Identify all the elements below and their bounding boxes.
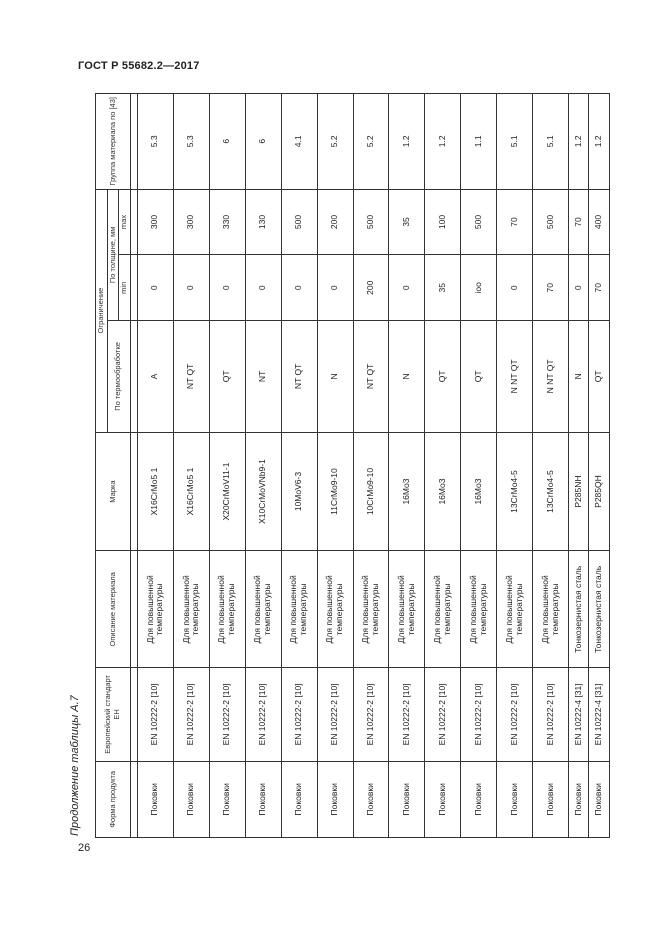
cell-heat-treatment: QT [425, 321, 461, 432]
cell-max: 500 [533, 189, 569, 255]
cell-group: 1.2 [389, 94, 425, 190]
cell-description: Для повышенной температуры [533, 551, 569, 668]
cell-group: 5.2 [317, 94, 353, 190]
table-row [425, 94, 461, 838]
table-row [173, 94, 209, 838]
cell-form: Поковки [461, 761, 497, 837]
cell-group: 6 [245, 94, 281, 190]
cell-grade: 16Mo3 [389, 432, 425, 551]
page-number: 26 [78, 842, 91, 854]
cell-heat-treatment: NT QT [281, 321, 317, 432]
cell-standard: EN 10222-2 [10] [209, 668, 245, 761]
cell-standard: EN 10222-2 [10] [389, 668, 425, 761]
cell-form: Поковки [137, 761, 173, 837]
cell-max: 300 [173, 189, 209, 255]
cell-min: ioo [461, 255, 497, 321]
table-row [353, 94, 389, 838]
cell-description: Тонкозернистая сталь [589, 551, 610, 668]
cell-min: 70 [589, 255, 610, 321]
document-title: ГОСТ Р 55682.2—2017 [78, 60, 200, 72]
cell-heat-treatment: N [569, 321, 589, 432]
cell-heat-treatment: NT [245, 321, 281, 432]
cell-min: 0 [281, 255, 317, 321]
cell-grade: X10CrMoVNb9-1 [245, 432, 281, 551]
cell-standard: EN 10222-2 [10] [137, 668, 173, 761]
cell-description: Для повышенной температуры [353, 551, 389, 668]
cell-grade: 11CrMo9-10 [317, 432, 353, 551]
cell-min: 0 [137, 255, 173, 321]
rotated-table-container [95, 93, 610, 838]
cell-group: 5.1 [497, 94, 533, 190]
cell-description: Для повышенной температуры [173, 551, 209, 668]
cell-heat-treatment: A [137, 321, 173, 432]
cell-standard: EN 10222-4 [31] [589, 668, 610, 761]
cell-form: Поковки [589, 761, 610, 837]
cell-description: Для повышенной температуры [317, 551, 353, 668]
table-caption: Продолжение таблицы А.7 [69, 695, 81, 836]
cell-max: 35 [389, 189, 425, 255]
cell-heat-treatment: QT [589, 321, 610, 432]
cell-form: Поковки [173, 761, 209, 837]
cell-min: 35 [425, 255, 461, 321]
cell-max: 330 [209, 189, 245, 255]
cell-standard: EN 10222-2 [10] [425, 668, 461, 761]
table-body [137, 94, 609, 838]
cell-max: 70 [497, 189, 533, 255]
cell-form: Поковки [353, 761, 389, 837]
cell-group: 5.3 [173, 94, 209, 190]
cell-max: 200 [317, 189, 353, 255]
header-restriction: Ограничение [96, 189, 108, 432]
cell-form: Поковки [425, 761, 461, 837]
cell-grade: 16Mo3 [425, 432, 461, 551]
cell-heat-treatment: NT QT [353, 321, 389, 432]
cell-max: 100 [425, 189, 461, 255]
table-row [533, 94, 569, 838]
cell-standard: EN 10222-2 [10] [461, 668, 497, 761]
cell-group: 5.3 [137, 94, 173, 190]
cell-min: 0 [245, 255, 281, 321]
cell-group: 1.2 [589, 94, 610, 190]
table-row [497, 94, 533, 838]
cell-standard: EN 10222-2 [10] [353, 668, 389, 761]
materials-table [95, 93, 610, 838]
cell-group: 6 [209, 94, 245, 190]
cell-form: Поковки [317, 761, 353, 837]
cell-grade: 10CrMo9-10 [353, 432, 389, 551]
cell-min: 200 [353, 255, 389, 321]
cell-heat-treatment: N NT QT [497, 321, 533, 432]
header-min: min [119, 255, 131, 321]
cell-grade: X16CrMo5 1 [137, 432, 173, 551]
cell-min: 0 [209, 255, 245, 321]
cell-min: 0 [497, 255, 533, 321]
cell-form: Поковки [497, 761, 533, 837]
cell-description: Для повышенной температуры [209, 551, 245, 668]
cell-description: Для повышенной температуры [425, 551, 461, 668]
cell-heat-treatment: N [389, 321, 425, 432]
cell-min: 70 [533, 255, 569, 321]
table-row [461, 94, 497, 838]
table-row [209, 94, 245, 838]
cell-group: 1.2 [425, 94, 461, 190]
cell-standard: EN 10222-2 [10] [245, 668, 281, 761]
cell-description: Для повышенной температуры [281, 551, 317, 668]
table-row [317, 94, 353, 838]
cell-min: 0 [569, 255, 589, 321]
cell-heat-treatment: N [317, 321, 353, 432]
header-standard: Европейский стандарт ЕН [96, 668, 131, 761]
header-group: Группа материала по [43] [96, 94, 131, 190]
cell-description: Для повышенной температуры [461, 551, 497, 668]
cell-grade: P285QH [589, 432, 610, 551]
header-spacer [130, 94, 137, 838]
cell-form: Поковки [209, 761, 245, 837]
cell-standard: EN 10222-2 [10] [173, 668, 209, 761]
cell-max: 400 [589, 189, 610, 255]
cell-grade: X16CrMo5 1 [173, 432, 209, 551]
header-row-1 [96, 94, 108, 838]
header-thickness: По толщине, мм [107, 189, 119, 321]
cell-min: 0 [389, 255, 425, 321]
cell-max: 500 [353, 189, 389, 255]
header-grade: Марка [96, 432, 131, 551]
cell-grade: 13CrMo4-5 [497, 432, 533, 551]
table-row [569, 94, 589, 838]
cell-max: 130 [245, 189, 281, 255]
cell-group: 5.2 [353, 94, 389, 190]
header-description: Описание материала [96, 551, 131, 668]
cell-standard: EN 10222-2 [10] [533, 668, 569, 761]
cell-group: 4.1 [281, 94, 317, 190]
cell-group: 1.1 [461, 94, 497, 190]
cell-standard: EN 10222-2 [10] [317, 668, 353, 761]
cell-form: Поковки [389, 761, 425, 837]
table-row [281, 94, 317, 838]
cell-standard: EN 10222-2 [10] [281, 668, 317, 761]
cell-heat-treatment: N NT QT [533, 321, 569, 432]
cell-max: 300 [137, 189, 173, 255]
cell-grade: X20CrMoV11-1 [209, 432, 245, 551]
cell-max: 70 [569, 189, 589, 255]
cell-group: 1.2 [569, 94, 589, 190]
cell-grade: 13CrMo4-5 [533, 432, 569, 551]
header-max: max [119, 189, 131, 255]
cell-description: Для повышенной температуры [137, 551, 173, 668]
table-row [389, 94, 425, 838]
table-row [137, 94, 173, 838]
cell-heat-treatment: NT QT [173, 321, 209, 432]
cell-description: Для повышенной температуры [497, 551, 533, 668]
cell-form: Поковки [245, 761, 281, 837]
cell-standard: EN 10222-4 [31] [569, 668, 589, 761]
table-row [589, 94, 610, 838]
table-row [245, 94, 281, 838]
cell-form: Поковки [281, 761, 317, 837]
cell-max: 500 [281, 189, 317, 255]
cell-group: 5.1 [533, 94, 569, 190]
cell-min: 0 [173, 255, 209, 321]
cell-standard: EN 10222-2 [10] [497, 668, 533, 761]
cell-form: Поковки [533, 761, 569, 837]
cell-min: 0 [317, 255, 353, 321]
cell-heat-treatment: QT [209, 321, 245, 432]
cell-description: Тонкозернистая сталь [569, 551, 589, 668]
header-heat-treatment: По термообработке [107, 321, 130, 432]
cell-description: Для повышенной температуры [389, 551, 425, 668]
cell-form: Поковки [569, 761, 589, 837]
cell-max: 500 [461, 189, 497, 255]
header-form: Форма продукта [96, 761, 131, 837]
cell-description: Для повышенной температуры [245, 551, 281, 668]
cell-heat-treatment: QT [461, 321, 497, 432]
cell-grade: 10MoV6-3 [281, 432, 317, 551]
cell-grade: P285NH [569, 432, 589, 551]
cell-grade: 16Mo3 [461, 432, 497, 551]
